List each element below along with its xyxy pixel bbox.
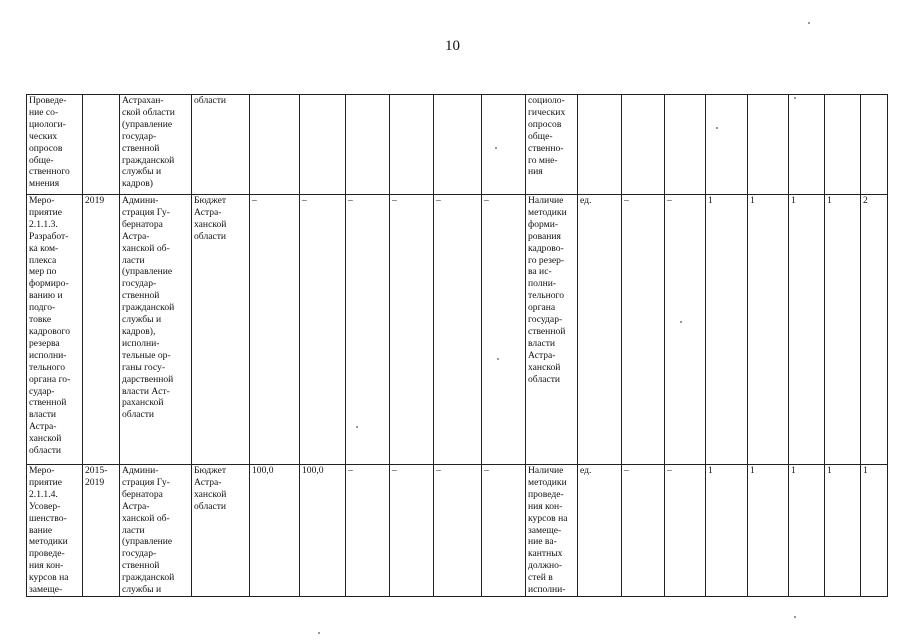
target-value-cell — [622, 465, 665, 597]
target-value-cell — [706, 195, 748, 465]
funding-value-cell — [300, 465, 346, 597]
page-number: 10 — [445, 38, 460, 54]
executor-cell — [120, 95, 192, 195]
funding-value-cell-text: – — [436, 195, 441, 206]
funding-source-cell — [192, 195, 250, 465]
target-value-cell — [825, 95, 861, 195]
target-value-cell-text: – — [667, 195, 672, 206]
funding-value-cell — [390, 465, 434, 597]
target-value-cell — [706, 465, 748, 597]
funding-value-cell-text: – — [302, 195, 307, 206]
indicator-cell — [526, 95, 578, 195]
scan-speck — [497, 358, 499, 360]
funding-value-cell — [390, 95, 434, 195]
table-row — [27, 95, 888, 195]
funding-value-cell-text: – — [392, 465, 397, 476]
target-value-cell-text: 1 — [708, 195, 713, 206]
funding-value-cell — [346, 465, 390, 597]
target-value-cell — [861, 465, 888, 597]
unit-cell — [578, 195, 622, 465]
funding-value-cell — [250, 465, 300, 597]
indicator-cell-text: Наличие методики форми- рования кадрово- го резер- ва ис- полни- тельного органа государ- ственной власти Астра- ханской области — [528, 195, 567, 385]
indicator-cell-text: социоло- гических опросов обще- ственно- го мне- ния — [528, 95, 566, 178]
funding-source-cell — [192, 465, 250, 597]
unit-cell-text: ед. — [580, 465, 592, 476]
funding-value-cell-text: 100,0 — [252, 465, 274, 476]
year-cell-text: 2015- 2019 — [85, 465, 108, 488]
year-cell-text: 2019 — [85, 195, 105, 206]
funding-source-cell-text: области — [194, 95, 227, 106]
target-value-cell-text: 1 — [791, 195, 796, 206]
funding-value-cell — [346, 95, 390, 195]
funding-value-cell-text: – — [348, 465, 353, 476]
funding-value-cell — [300, 195, 346, 465]
target-value-cell — [861, 95, 888, 195]
executor-cell-text: Астрахан- ской области (управление государ- ственной гражданской службы и кадров) — [122, 95, 175, 190]
funding-source-cell-text: Бюджет Астра- ханской области — [194, 465, 227, 512]
funding-value-cell — [434, 465, 482, 597]
funding-value-cell — [390, 195, 434, 465]
scan-speck — [808, 22, 810, 24]
indicator-cell-text: Наличие методики проведе- ния кон- курсов на замеще- ние ва- кантных должно- стей в исполни- — [528, 465, 568, 596]
scan-speck — [794, 97, 796, 99]
funding-value-cell-text: 100,0 — [302, 465, 324, 476]
target-value-cell — [622, 195, 665, 465]
scan-speck — [716, 127, 718, 129]
target-value-cell — [706, 95, 748, 195]
funding-value-cell — [346, 195, 390, 465]
target-value-cell-text: 1 — [708, 465, 713, 476]
funding-value-cell-text: – — [436, 465, 441, 476]
scan-speck — [495, 147, 497, 149]
funding-source-cell-text: Бюджет Астра- ханской области — [194, 195, 227, 242]
target-value-cell-text: 1 — [791, 465, 796, 476]
year-cell — [83, 95, 120, 195]
target-value-cell — [825, 195, 861, 465]
funding-value-cell — [300, 95, 346, 195]
table-row — [27, 195, 888, 465]
program-table — [26, 94, 888, 597]
funding-value-cell-text: – — [252, 195, 257, 206]
target-value-cell-text: 2 — [863, 195, 868, 206]
target-value-cell — [789, 465, 825, 597]
executor-cell — [120, 195, 192, 465]
target-value-cell-text: – — [667, 465, 672, 476]
funding-value-cell — [434, 95, 482, 195]
funding-value-cell-text: – — [392, 195, 397, 206]
target-value-cell — [789, 195, 825, 465]
event-cell-text: Меро- приятие 2.1.1.4. Усовер- шенство- вание методики проведе- ния кон- курсов на замеще- — [29, 465, 69, 596]
executor-cell-text: Админи- страция Гу- бернатора Астра- ханской об- ласти (управление государ- ственной гражданской службы и — [122, 465, 175, 596]
target-value-cell-text: 1 — [827, 195, 832, 206]
funding-value-cell-text: – — [484, 195, 489, 206]
funding-value-cell — [482, 95, 526, 195]
target-value-cell — [665, 195, 706, 465]
event-cell — [27, 195, 83, 465]
scan-speck — [356, 426, 358, 428]
event-cell — [27, 465, 83, 597]
event-cell-text: Меро- приятие 2.1.1.3. Разработ- ка ком- плекса мер по формиро- ванию и подго- товке кадрового резерва исполни- тельного органа го- судар- ственной власти Астра- ханской области — [29, 195, 71, 457]
target-value-cell-text: – — [624, 465, 629, 476]
funding-value-cell-text: – — [348, 195, 353, 206]
target-value-cell-text: 1 — [750, 195, 755, 206]
target-value-cell — [748, 195, 789, 465]
executor-cell — [120, 465, 192, 597]
year-cell — [83, 465, 120, 597]
funding-source-cell — [192, 95, 250, 195]
table-row — [27, 465, 888, 597]
target-value-cell — [748, 465, 789, 597]
funding-value-cell — [434, 195, 482, 465]
target-value-cell — [861, 195, 888, 465]
year-cell — [83, 195, 120, 465]
funding-value-cell — [250, 95, 300, 195]
target-value-cell — [665, 465, 706, 597]
funding-value-cell-text: – — [484, 465, 489, 476]
target-value-cell — [665, 95, 706, 195]
target-value-cell-text: 1 — [827, 465, 832, 476]
target-value-cell-text: 1 — [863, 465, 868, 476]
target-value-cell — [748, 95, 789, 195]
target-value-cell-text: – — [624, 195, 629, 206]
executor-cell-text: Админи- страция Гу- бернатора Астра- ханской об- ласти (управление государ- ственной гражданской службы и кадров), исполни- тельные ор- ганы госу- дарственной власти Аст- раханской области — [122, 195, 175, 421]
unit-cell — [578, 95, 622, 195]
target-value-cell-text: 1 — [750, 465, 755, 476]
target-value-cell — [622, 95, 665, 195]
scan-speck — [680, 321, 682, 323]
unit-cell — [578, 465, 622, 597]
funding-value-cell — [482, 465, 526, 597]
unit-cell-text: ед. — [580, 195, 592, 206]
event-cell-text: Проведе- ние со- циологи- ческих опросов обще- ственного мнения — [29, 95, 70, 190]
target-value-cell — [789, 95, 825, 195]
indicator-cell — [526, 465, 578, 597]
event-cell — [27, 95, 83, 195]
indicator-cell — [526, 195, 578, 465]
target-value-cell — [825, 465, 861, 597]
funding-value-cell — [250, 195, 300, 465]
scan-speck — [794, 616, 796, 618]
scan-speck — [318, 632, 320, 634]
funding-value-cell — [482, 195, 526, 465]
